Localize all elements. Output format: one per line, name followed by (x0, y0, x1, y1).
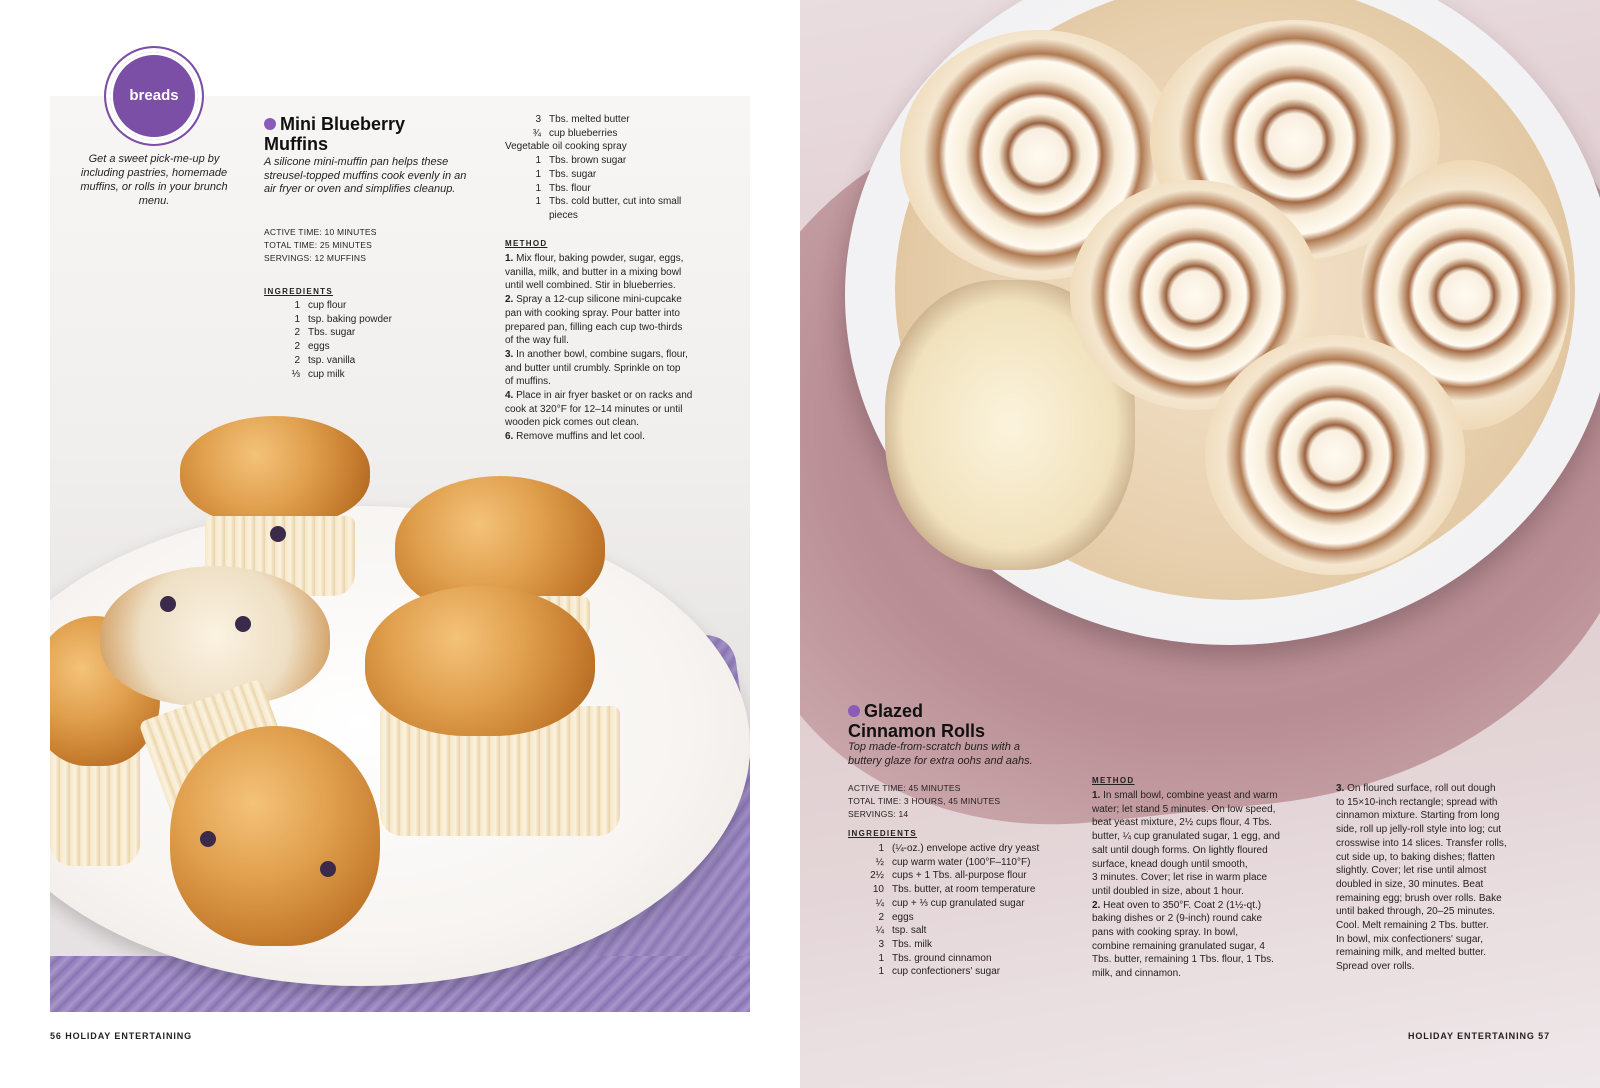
broken-muffin (100, 566, 330, 706)
recipe1-title-line2: Muffins (264, 134, 328, 154)
ingredient-row: 1 tsp. baking powder (294, 313, 392, 325)
recipe2-method-col1 (1092, 789, 1322, 981)
folio-right: HOLIDAY ENTERTAINING 57 (1407, 1031, 1550, 1041)
ingredient-row: 3 Tbs. milk (878, 938, 932, 950)
blueberry (320, 861, 336, 877)
ingredient-row: 2 Tbs. sugar (294, 327, 356, 339)
recipe2-method-heading: METHOD (1092, 776, 1135, 785)
recipe2-servings: SERVINGS: 14 (848, 809, 909, 819)
recipe1-method (505, 252, 735, 444)
ingredient-row: 2½ cups + 1 Tbs. all-purpose flour (870, 870, 1027, 882)
recipe1-ingredients-col2 (505, 113, 730, 223)
recipe1-title-line1: Mini Blueberry (280, 114, 406, 134)
recipe1-servings: SERVINGS: 12 MUFFINS (264, 253, 367, 263)
ingredient-row: 1 cup flour (294, 300, 347, 311)
ingredient-row: 3 Tbs. melted butter (535, 114, 630, 125)
blueberry (235, 616, 251, 632)
blueberry (160, 596, 176, 612)
bullet-dot-icon (848, 705, 860, 717)
ingredient-row: Vegetable oil cooking spray (505, 141, 627, 153)
folio-left: 56 HOLIDAY ENTERTAINING (50, 1031, 193, 1041)
ingredient-row: ¼ cup + ⅓ cup granulated sugar (875, 897, 1025, 909)
ingredient-row: 1 (¼-oz.) envelope active dry yeast (878, 843, 1040, 854)
ingredient-row: 1 Tbs. cold butter, cut into small (535, 196, 682, 208)
ingredient-row: 2 eggs (294, 341, 330, 353)
method-step: 3. On floured surface, roll out dough to 15×10-inch rectangle; spread with cinnamon mixture. Starting from long side, roll up jelly-roll style into log; cut crosswise into 14 slices. Transfer rolls, cut side up, to baking dishes; flatten slightly. Cover; let rise until almost doubled in size, 30 minutes. Beat remaining egg; brush over rolls. Bake until baked through, 20–25 minutes. Cool. Melt remaining 2 Tbs. butter. In bowl, mix confectioners' sugar, remaining milk, and melted butter. Spread over rolls. (1336, 783, 1507, 973)
cinnamon-roll (1205, 335, 1465, 575)
blueberry (200, 831, 216, 847)
recipe2-method-col2 (1336, 782, 1566, 974)
recipe2-title-line1: Glazed (864, 701, 924, 721)
recipe2-title-line2: Cinnamon Rolls (848, 721, 986, 741)
recipe2-meta (848, 782, 1068, 821)
muffin (365, 586, 595, 736)
intro-text: Get a sweet pick-me-up by including pastries, homemade muffins, or rolls in your brunch menu. (80, 153, 228, 207)
recipe1-ingredients-col1 (264, 299, 464, 381)
ingredient-row: 2 tsp. vanilla (294, 354, 356, 366)
recipe1-active-time: ACTIVE TIME: 10 MINUTES (264, 227, 377, 237)
recipe1-ingredients-heading: INGREDIENTS (264, 287, 333, 296)
ingredient-row: ¼ tsp. salt (875, 925, 927, 937)
ingredient-row: pieces (549, 209, 578, 221)
ingredient-row: ⅓ cup milk (291, 368, 345, 380)
method-step: 2. Heat oven to 350°F. Coat 2 (1½-qt.) baking dishes or 2 (9-inch) round cake pans with cooking spray. In bowl, combine remaining granulated sugar, 4 Tbs. butter, remaining 1 Tbs. flour, 1 Tbs. milk, and cinnamon. (1092, 899, 1274, 980)
blueberry (270, 526, 286, 542)
method-step: 2. Spray a 12-cup silicone mini-cupcake pan with cooking spray. Pour batter into prepared pan, filling each cup two-thirds of the way full. (505, 294, 683, 347)
method-step: 3. In another bowl, combine sugars, flour, and butter until crumbly. Sprinkle on top of muffins. (505, 348, 688, 388)
recipe1-meta (264, 226, 484, 265)
method-step: 1. Mix flour, baking powder, sugar, eggs, vanilla, milk, and butter in a mixing bowl until well combined. Stir in blueberries. (505, 253, 684, 292)
ingredient-row: ½ cup warm water (100°F–110°F) (875, 856, 1031, 868)
ingredient-row: 1 Tbs. ground cinnamon (878, 952, 992, 964)
ingredient-row: 2 eggs (878, 911, 914, 923)
ingredient-row: ¾ cup blueberries (532, 127, 618, 139)
ingredient-row: 1 cup confectioners' sugar (878, 966, 1001, 978)
recipe2-ingredients (848, 842, 1078, 979)
recipe1-total-time: TOTAL TIME: 25 MINUTES (264, 240, 372, 250)
method-step: 4. Place in air fryer basket or on racks and cook at 320°F for 12–14 minutes or until wooden pick comes out clean. (505, 390, 693, 429)
bullet-dot-icon (264, 118, 276, 130)
ingredient-row: 1 Tbs. flour (535, 182, 591, 194)
method-step: 1. In small bowl, combine yeast and warm water; let stand 5 minutes. On low speed, beat yeast mixture, 2½ cups flour, 4 Tbs. butter, ¼ cup granulated sugar, 1 egg, and salt until dough forms. On lightly floured surface, knead dough until smooth, 3 minutes. Cover; let rise in warm place until doubled in size, about 1 hour. (1092, 790, 1280, 897)
recipe2-ingredients-heading: INGREDIENTS (848, 829, 917, 838)
ingredient-row: 10 Tbs. butter, at room temperature (872, 884, 1036, 896)
recipe2-title (848, 701, 1068, 741)
recipe2-active-time: ACTIVE TIME: 45 MINUTES (848, 783, 961, 793)
recipe1-method-heading: METHOD (505, 239, 548, 248)
ingredient-row: 1 Tbs. sugar (535, 168, 597, 180)
recipe1-title (264, 114, 464, 154)
recipe2-total-time: TOTAL TIME: 3 HOURS, 45 MINUTES (848, 796, 1001, 806)
section-badge-label: breads (129, 87, 179, 104)
muffin (180, 416, 370, 526)
recipe1-description: A silicone mini-muffin pan helps these streusel-topped muffins cook evenly in an air fryer or oven and simplifies cleanup. (264, 156, 467, 195)
ingredient-row: 1 Tbs. brown sugar (535, 155, 627, 167)
method-step: 6. Remove muffins and let cool. (505, 431, 645, 443)
recipe2-description: Top made-from-scratch buns with a buttery glaze for extra oohs and aahs. (848, 741, 1033, 767)
